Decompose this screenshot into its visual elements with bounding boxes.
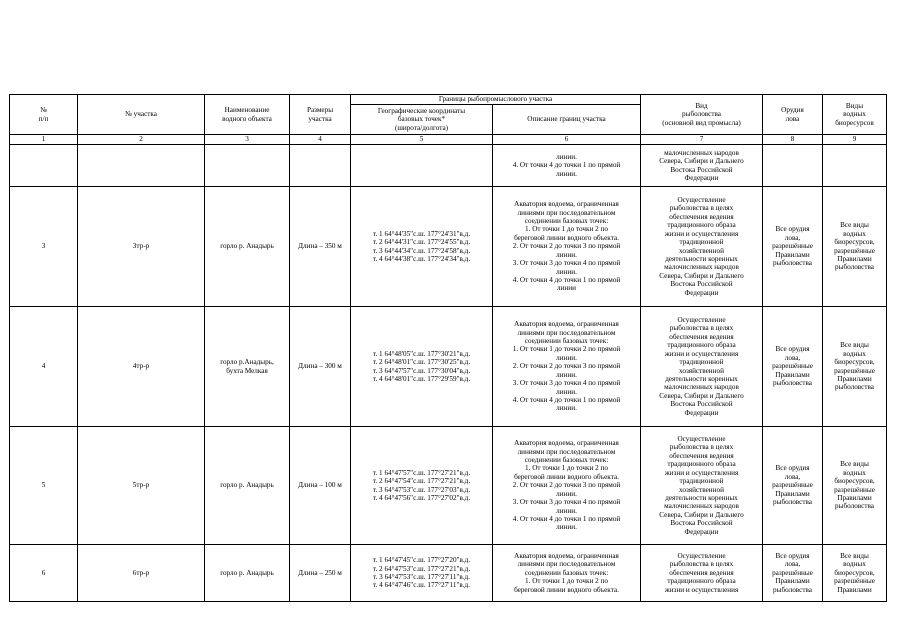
fishing-type: Осуществление рыболовства в целях обеспечения ведения традиционного образа жизни и осуществления традиционной хозяйственной деятельности коренных малочисленных народов Севера, Сибири и Дальнего Востока Российской Федерации (641, 427, 763, 545)
continuation-desc: линии. 4. От точки 4 до точки 1 по прямой линии. (493, 145, 641, 187)
row-num: 3 (10, 187, 78, 307)
coordinates-cell: т. 1 64°47'45"с.ш. 177°27'20"в.д. т. 2 64°47'53"с.ш. 177°27'21"в.д. т. 3 64°47'53"с.ш. 177°27'11"в.д. т. 4 64°47'46"с.ш. 177°27'11"в.д. (351, 545, 493, 602)
plot-size: Длина – 300 м (290, 307, 351, 427)
header-plot-no: № участка (78, 95, 205, 135)
header-gear: Орудия лова (763, 95, 823, 135)
table-row (10, 545, 887, 602)
boundary-description: Акватория водоема, ограниченная линиями при последовательном соединении базовых точек: 1. От точки 1 до точки 2 по береговой линии водного объекта. (493, 545, 641, 602)
water-body-name: горло р. Анадырь (205, 427, 290, 545)
plot-number: 4тр-р (78, 307, 205, 427)
fishing-type: Осуществление рыболовства в целях обеспечения ведения традиционного образа жизни и осуществления традиционной хозяйственной деятельности коренных малочисленных народов Севера, Сибири и Дальнего Востока Российской Федерации (641, 187, 763, 307)
col-number: 5 (351, 135, 493, 145)
plot-number: 6тр-р (78, 545, 205, 602)
fishing-gear: Все орудия лова, разрешённые Правилами рыболовства (763, 187, 823, 307)
header-size: Размеры участка (290, 95, 351, 135)
species-list: Все виды водных биоресурсов, разрешённые Правилами (823, 545, 887, 602)
fishing-type: Осуществление рыболовства в целях обеспечения ведения традиционного образа жизни и осуществления (641, 545, 763, 602)
water-body-name: горло р.Анадырь, бухта Мелкая (205, 307, 290, 427)
coordinates-cell: т. 1 64°48'05"с.ш. 177°30'21"в.д. т. 2 64°48'01"с.ш. 177°30'25"в.д. т. 3 64°47'57"с.ш. 177°30'04"в.д. т. 4 64°48'01"с.ш. 177°29'59"в.д. (351, 307, 493, 427)
header-species: Виды водных биоресурсов (823, 95, 887, 135)
fishing-plots-table (9, 94, 887, 602)
col-number: 4 (290, 135, 351, 145)
plot-size: Длина – 100 м (290, 427, 351, 545)
boundary-description: Акватория водоема, ограниченная линиями при последовательном соединении базовых точек: 1. От точки 1 до точки 2 по береговой линии водного объекта. 2. От точки 2 до точки 3 по прямой линии. 3. От точки 3 до точки 4 по прямой линии. 4. От точки 4 до точки 1 по прямой линии. (493, 427, 641, 545)
col-number: 3 (205, 135, 290, 145)
species-list: Все виды водных биоресурсов, разрешённые Правилами рыболовства (823, 307, 887, 427)
species-list: Все виды водных биоресурсов, разрешённые Правилами рыболовства (823, 427, 887, 545)
col-number: 9 (823, 135, 887, 145)
boundary-description: Акватория водоема, ограниченная линиями при последовательном соединении базовых точек: 1. От точки 1 до точки 2 по прямой линии. 2. От точки 2 до точки 3 по прямой линии. 3. От точки 3 до точки 4 по прямой линии. 4. От точки 4 до точки 1 по прямой линии. (493, 307, 641, 427)
column-numbers-row (10, 135, 887, 145)
col-number: 7 (641, 135, 763, 145)
water-body-name: горло р. Анадырь (205, 545, 290, 602)
coordinates-cell: т. 1 64°44'35"с.ш. 177°24'31"в.д. т. 2 64°44'31"с.ш. 177°24'55"в.д. т. 3 64°44'34"с.ш. 177°24'58"в.д. т. 4 64°44'38"с.ш. 177°24'34"в.д. (351, 187, 493, 307)
table-row (10, 187, 887, 307)
fishing-type: Осуществление рыболовства в целях обеспечения ведения традиционного образа жизни и осуществления традиционной хозяйственной деятельности коренных малочисленных народов Севера, Сибири и Дальнего Востока Российской Федерации (641, 307, 763, 427)
header-num: № п/п (10, 95, 78, 135)
col-number: 8 (763, 135, 823, 145)
continuation-kind: малочисленных народов Севера, Сибири и Дальнего Востока Российской Федерации (641, 145, 763, 187)
plot-size: Длина – 350 м (290, 187, 351, 307)
fishing-gear: Все орудия лова, разрешённые Правилами рыболовства (763, 307, 823, 427)
row-num: 5 (10, 427, 78, 545)
row-num: 4 (10, 307, 78, 427)
header-boundary-desc: Описание границ участка (493, 105, 641, 135)
fishing-gear: Все орудия лова, разрешённые Правилами рыболовства (763, 427, 823, 545)
fishing-gear: Все орудия лова, разрешённые Правилами рыболовства (763, 545, 823, 602)
continuation-row (10, 145, 887, 187)
water-body-name: горло р. Анадырь (205, 187, 290, 307)
row-num: 6 (10, 545, 78, 602)
plot-number: 3тр-р (78, 187, 205, 307)
coordinates-cell: т. 1 64°47'57"с.ш. 177°27'21"в.д. т. 2 64°47'54"с.ш. 177°27'21"в.д. т. 3 64°47'53"с.ш. 177°27'03"в.д. т. 4 64°47'56"с.ш. 177°27'02"в.д. (351, 427, 493, 545)
col-number: 6 (493, 135, 641, 145)
col-number: 2 (78, 135, 205, 145)
plot-number: 5тр-р (78, 427, 205, 545)
species-list: Все виды водных биоресурсов, разрешённые Правилами рыболовства (823, 187, 887, 307)
header-fishing-type: Вид рыболовства (основной вид промысла) (641, 95, 763, 135)
header-boundaries: Границы рыбопромыслового участка (351, 95, 641, 105)
header-water-body: Наименование водного объекта (205, 95, 290, 135)
plot-size: Длина – 250 м (290, 545, 351, 602)
table-row (10, 307, 887, 427)
boundary-description: Акватория водоема, ограниченная линиями при последовательном соединении базовых точек: 1. От точки 1 до точки 2 по береговой линии водного объекта. 2. От точки 2 до точки 3 по прямой линии. 3. От точки 3 до точки 4 по прямой линии. 4. От точки 4 до точки 1 по прямой линии (493, 187, 641, 307)
table-row (10, 427, 887, 545)
header-coords: Географические координаты базовых точек* (широта/долгота) (351, 105, 493, 135)
col-number: 1 (10, 135, 78, 145)
